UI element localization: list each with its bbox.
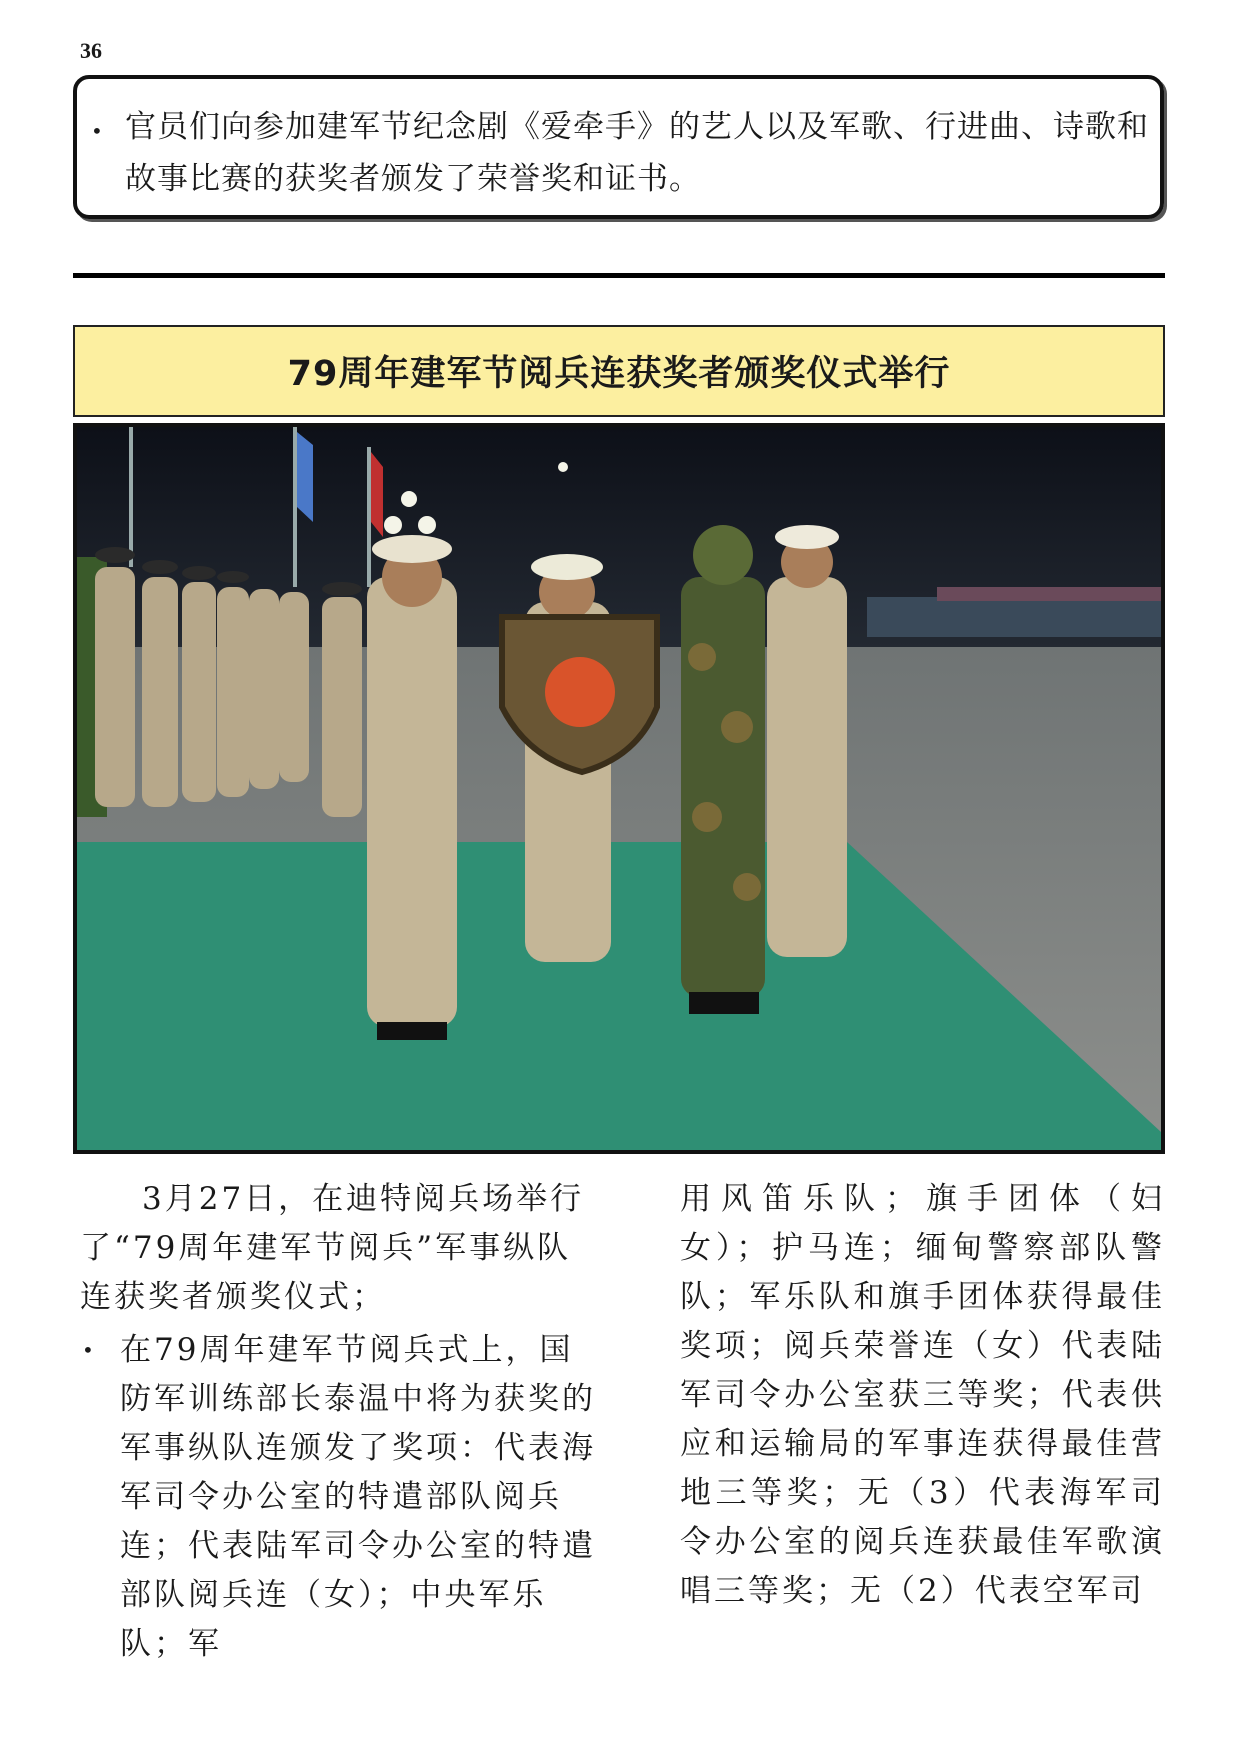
page-number: 36 [80, 38, 102, 63]
article-headline: 79周年建军节阅兵连获奖者颁奖仪式举行 [287, 354, 951, 394]
section-divider [73, 273, 1165, 278]
bullet-icon: • [82, 1338, 97, 1362]
article-column-right [680, 1175, 1165, 1616]
bullet-icon: • [91, 119, 103, 143]
article-continuation: 用风笛乐队；旗手团体（妇女）；护马连；缅甸警察部队警队；军乐队和旗手团体获得最佳奖项；阅兵荣誉连（女）代表陆军司令办公室获三等奖；代表供应和运输局的军事连获得最佳营地三等奖；无（3）代表海军司令办公室的阅兵连获最佳军歌演唱三等奖；无（2）代表空军司 [680, 1181, 1165, 1609]
article-lead: 3月27日，在迪特阅兵场举行了“79周年建军节阅兵”军事纵队连获奖者颁奖仪式； [80, 1181, 585, 1315]
article-bullet-item [80, 1326, 600, 1669]
headline-banner [73, 325, 1165, 417]
intro-text: 官员们向参加建军节纪念剧《爱牵手》的艺人以及军歌、行进曲、诗歌和故事比赛的获奖者颁发了荣誉奖和证书。 [125, 109, 1149, 197]
intro-callout-box [73, 75, 1164, 219]
article-bullet-text: 在79周年建军节阅兵式上，国防军训练部长泰温中将为获奖的军事纵队连颁发了奖项：代表海军司令办公室的特遣部队阅兵连；代表陆军司令办公室的特遣部队阅兵连（女）；中央军乐队；军 [120, 1332, 596, 1662]
article-column-left [80, 1175, 600, 1669]
ceremony-photo [73, 423, 1165, 1154]
ceremony-photo-illustration [77, 427, 1161, 1150]
